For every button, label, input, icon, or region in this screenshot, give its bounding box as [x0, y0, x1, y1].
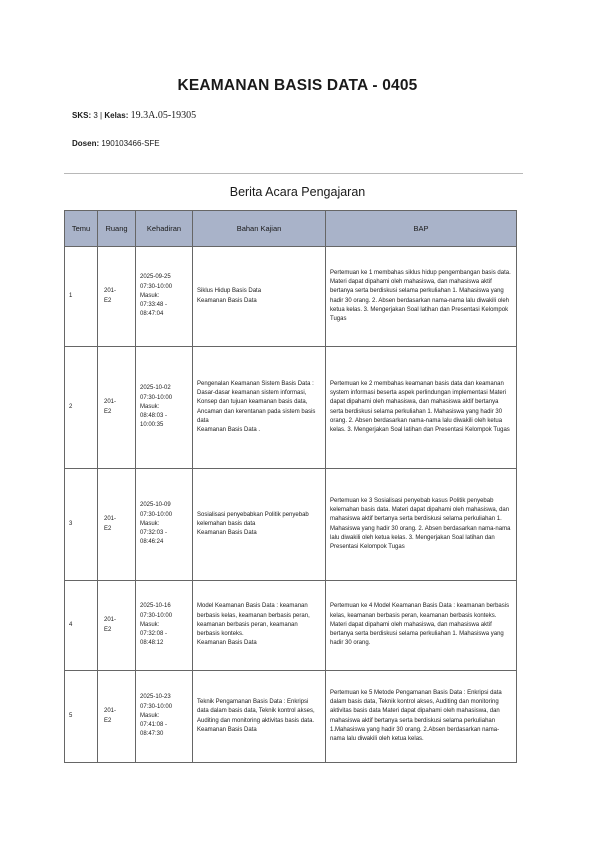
bap-table	[64, 210, 517, 763]
cell-bahan-kajian: Siklus Hidup Basis Data Keamanan Basis Data	[193, 247, 326, 347]
cell-kehadiran: 2025-09-25 07:30-10:00 Masuk: 07:33:48 - 08:47:04	[136, 247, 193, 347]
table-row	[65, 581, 517, 671]
cell-bap: Pertemuan ke 2 membahas keamanan basis data dan keamanan system informasi beserta aspek perlindungan implementasi Materi dapat dipahami oleh mahasiswa, dan mahasiswa aktif bertanya serta berdiskusi selama perkuliahan 1. Mahasiswa yang hadir 30 orang. 2. Absen berdasarkan nama-nama lalu diwakili oleh ketua kelas. 3. Mengerjakan Soal latihan dan Presentasi Kelompok Tugas	[326, 347, 517, 469]
cell-temu: 5	[65, 671, 98, 763]
cell-kehadiran: 2025-10-02 07:30-10:00 Masuk: 08:48:03 - 10:00:35	[136, 347, 193, 469]
cell-kehadiran: 2025-10-23 07:30-10:00 Masuk: 07:41:08 - 08:47:30	[136, 671, 193, 763]
table-row	[65, 671, 517, 763]
table-row	[65, 247, 517, 347]
cell-ruang: 201- E2	[98, 347, 136, 469]
cell-ruang: 201- E2	[98, 581, 136, 671]
cell-bap: Pertemuan ke 5 Metode Pengamanan Basis Data : Enkripsi data dalam basis data, Teknik kontrol akses, Auditing dan monitoring aktivitas basis data Materi dapat dipahami oleh mahasiswa, dan mahasiswa aktif bertanya serta berdiskusi selama perkuliahan 1.Mahasiswa yang hadir 30 orang. 2.Absen berdasarkan nama-nama lalu diwakili oleh ketua kelas.	[326, 671, 517, 763]
cell-temu: 3	[65, 469, 98, 581]
cell-bahan-kajian: Model Keamanan Basis Data : keamanan berbasis kelas, keamanan berbasis peran, keamanan berbasis peran, keamanan berbasis konteks. Keamanan Basis Data	[193, 581, 326, 671]
cell-kehadiran: 2025-10-16 07:30-10:00 Masuk: 07:32:08 - 08:48:12	[136, 581, 193, 671]
divider	[64, 173, 523, 174]
cell-temu: 2	[65, 347, 98, 469]
cell-bahan-kajian: Sosialisasi penyebabkan Politik penyebab kelemahan basis data Keamanan Basis Data	[193, 469, 326, 581]
document-title: KEAMANAN BASIS DATA - 0405	[177, 77, 418, 94]
cell-temu: 4	[65, 581, 98, 671]
cell-kehadiran: 2025-10-09 07:30-10:00 Masuk: 07:32:03 - 08:46:24	[136, 469, 193, 581]
cell-bap: Pertemuan ke 4 Model Keamanan Basis Data : keamanan berbasis kelas, keamanan berbasis peran, keamanan berbasis konteks. Materi dapat dipahami oleh mahasiswa, dan mahasiswa aktif bertanya serta berdiskusi selama perkuliahan 1. Mahasiswa yang hadir 30 orang.	[326, 581, 517, 671]
table-header-row	[65, 211, 517, 247]
header-temu: Temu	[65, 211, 98, 247]
header-kehadiran: Kehadiran	[136, 211, 193, 247]
cell-ruang: 201- E2	[98, 247, 136, 347]
cell-temu: 1	[65, 247, 98, 347]
cell-ruang: 201- E2	[98, 469, 136, 581]
header-bahan-kajian: Bahan Kajian	[193, 211, 326, 247]
dosen-value: 190103466-SFE	[101, 139, 160, 148]
kelas-label: Kelas:	[104, 111, 129, 120]
cell-bap: Pertemuan ke 1 membahas siklus hidup pengembangan basis data. Materi dapat dipahami oleh mahasiswa, dan mahasiswa aktif bertanya serta berdiskusi selama perkuliahan 1. Mahasiswa yang hadir 30 orang. 2. Absen berdasarkan nama-nama lalu diwakili oleh ketua kelas. 3. Mengerjakan Soal latihan dan Presentasi Kelompok Tugas	[326, 247, 517, 347]
table-row	[65, 347, 517, 469]
kelas-value: 19.3A.05-19305	[130, 110, 197, 121]
cell-bahan-kajian: Teknik Pengamanan Basis Data : Enkripsi data dalam basis data, Teknik kontrol akses, Auditing dan monitoring aktivitas basis data. Keamanan Basis Data	[193, 671, 326, 763]
sks-label: SKS:	[72, 111, 92, 120]
table-row	[65, 469, 517, 581]
cell-bahan-kajian: Pengenalan Keamanan Sistem Basis Data : Dasar-dasar keamanan sistem informasi, Konsep dan tujuan keamanan basis data, Ancaman dan kerentanan pada sistem basis data Keamanan Basis Data .	[193, 347, 326, 469]
cell-bap: Pertemuan ke 3 Sosialisasi penyebab kasus Politik penyebab kelemahan basis data. Materi dapat dipahami oleh mahasiswa, dan mahasiswa aktif bertanya serta berdiskusi selama perkuliahan 1. Mahasiswa yang hadir 30 orang. 2. Absen berdasarkan nama-nama lalu diwakili oleh ketua kelas. 3. Mengerjakan Soal latihan dan Presentasi Kelompok Tugas	[326, 469, 517, 581]
dosen-label: Dosen:	[72, 139, 100, 148]
sks-value: 3	[93, 111, 98, 120]
cell-ruang: 201- E2	[98, 671, 136, 763]
header-bap: BAP	[326, 211, 517, 247]
lecturer-info	[72, 139, 160, 148]
course-info	[72, 110, 196, 121]
section-title: Berita Acara Pengajaran	[229, 185, 366, 199]
header-ruang: Ruang	[98, 211, 136, 247]
separator: |	[100, 111, 103, 120]
